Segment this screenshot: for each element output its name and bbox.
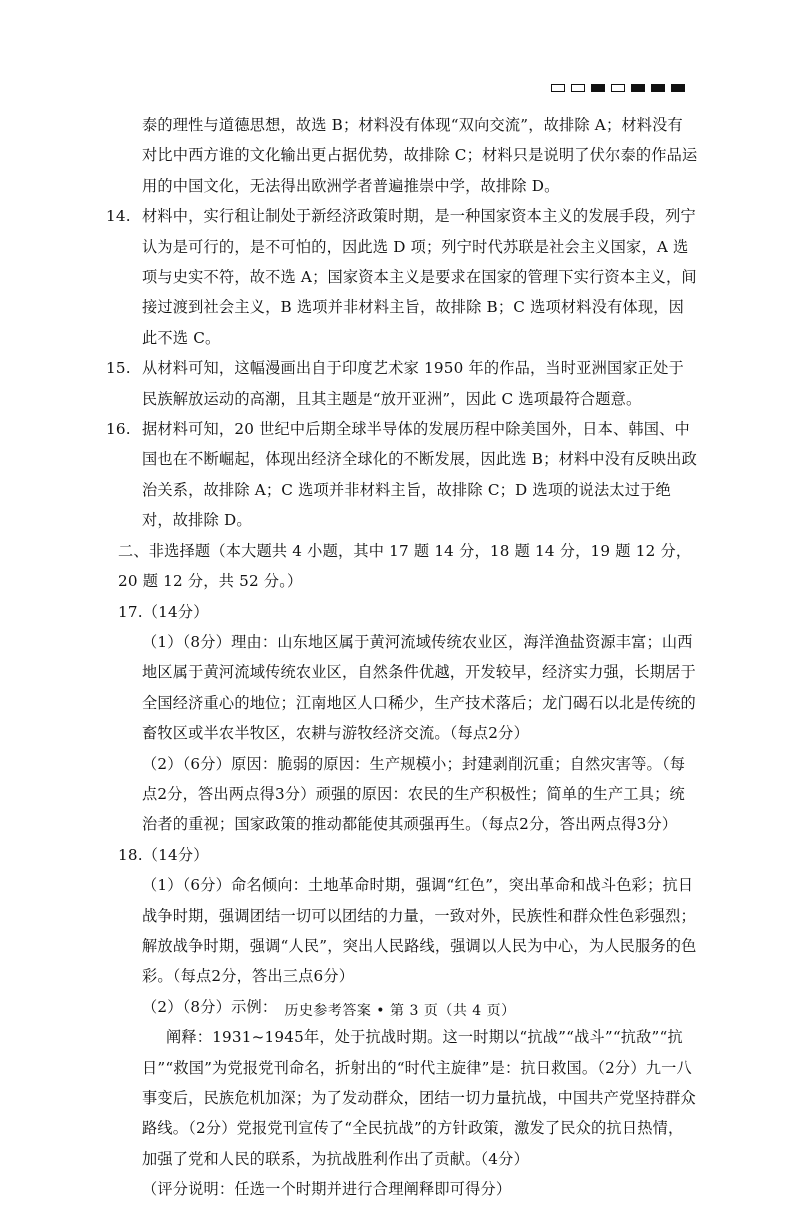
page-footer: 历史参考答案 • 第 3 页（共 4 页） [284,1003,516,1019]
answer-item-16 [106,414,698,536]
q17-part1: （1）（8分）理由：山东地区属于黄河流域传统农业区，海洋渔盐资源丰富；山西地区属于黄河流域传统农业区，自然条件优越，开发较早，经济实力强，长期居于全国经济重心的地位；江南地区人口稀少，生产技术落后；龙门碣石以北是传统的畜牧区或半农半牧区，农耕与游牧经济交流。（每点2分） [142,632,696,743]
print-mark [651,84,665,92]
print-mark [631,84,645,92]
print-mark [591,84,605,92]
print-mark [571,84,585,92]
item-number: 15. [106,359,131,378]
item-number: 16. [106,420,131,439]
answer-item-15 [106,353,698,414]
q18-part2: （2）（8分）示例： [142,997,278,1016]
item-text: 材料中，实行租让制处于新经济政策时期，是一种国家资本主义的发展手段，列宁认为是可行的，是不可怕的，因此选 D 项；列宁时代苏联是社会主义国家，A 选项与史实不符，故不选 A；国家资本主义是要求在国家的管理下实行资本主义，间接过渡到社会主义，B 选项并非材料主旨，故排除 B；C 选项材料没有体现，因此不选 C。 [142,207,697,347]
q18-heading: 18.（14分） [118,845,209,864]
q17-part2: （2）（6分）原因：脆弱的原因：生产规模小；封建剥削沉重；自然灾害等。（每点2分，答出两点得3分）顽强的原因：农民的生产积极性；简单的生产工具；统治者的重视；国家政策的推动都能使其顽强再生。（每点2分，答出两点得3分） [142,754,686,834]
answer-item-14 [106,201,698,353]
print-mark [551,84,565,92]
continuation-paragraph: 泰的理性与道德思想，故选 B；材料没有体现“双向交流”，故排除 A；材料没有对比中西方谁的文化输出更占据优势，故排除 C；材料只是说明了伏尔泰的作品运用的中国文化，无法得出欧洲学者普遍推崇中学，故排除 D。 [142,116,698,195]
header-marks [551,84,685,92]
section-title: 二、非选择题（本大题共 4 小题，其中 17 题 14 分，18 题 14 分，19 题 12 分，20 题 12 分，共 52 分。） [118,541,692,591]
answer-content [106,110,698,1205]
item-text: 从材料可知，这幅漫画出自于印度艺术家 1950 年的作品，当时亚洲国家正处于民族解放运动的高潮，且其主题是“放开亚洲”，因此 C 选项最符合题意。 [142,359,684,408]
print-mark [671,84,685,92]
item-text: 据材料可知，20 世纪中后期全球半导体的发展历程中除美国外，日本、韩国、中国也在不断崛起，体现出经济全球化的不断发展，因此选 B；材料中没有反映出政治关系，故排除 A；C 选项并非材料主旨，故排除 C；D 选项的说法太过于绝对，故排除 D。 [142,420,697,530]
scoring-note: （评分说明：任选一个时期并进行合理阐释即可得分） [142,1180,512,1199]
q18-explanation: 阐释：1931~1945年，处于抗战时期。这一时期以“抗战”“战斗”“抗敌”“抗日”“救国”为党报党刊命名，折射出的“时代主旋律”是：抗日救国。（2分）九一八事变后，民族危机加深；为了发动群众，团结一切力量抗战，中国共产党坚持群众路线。（2分）党报党刊宣传了“全民抗战”的方针政策，激发了民众的抗日热情，加强了党和人民的联系，为抗战胜利作出了贡献。（4分） [142,1028,696,1168]
print-mark [611,84,625,92]
q17-heading: 17.（14分） [118,602,209,621]
item-number: 14. [106,207,131,226]
q18-part1: （1）（6分）命名倾向：土地革命时期，强调“红色”，突出革命和战斗色彩；抗日战争时期，强调团结一切可以团结的力量，一致对外，民族性和群众性色彩强烈；解放战争时期，强调“人民”，突出人民路线，强调以人民为中心，为人民服务的色彩。（每点2分，答出三点6分） [142,876,697,986]
